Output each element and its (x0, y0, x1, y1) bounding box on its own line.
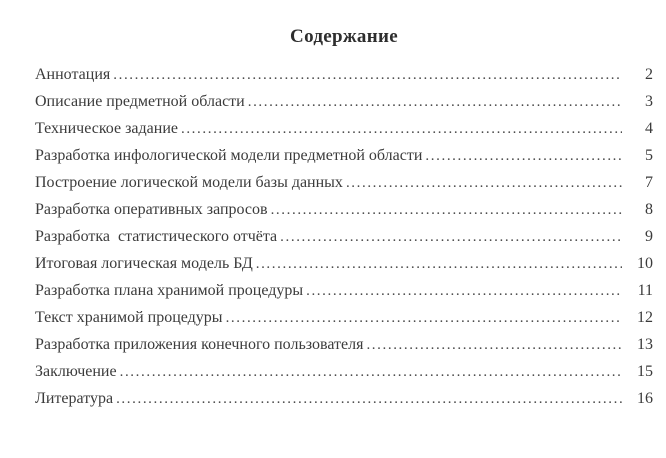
dot-leader (113, 62, 622, 89)
toc-entry-page-number: 12 (637, 309, 653, 326)
toc-entry-row[interactable] (35, 196, 653, 223)
toc-entry-row[interactable] (35, 88, 653, 115)
toc-entry-label: Разработка оперативных запросов (35, 201, 268, 218)
toc-entry-page-number: 8 (645, 201, 653, 218)
toc-entry-label: Разработка приложения конечного пользователя (35, 336, 364, 353)
toc-entry-page-number: 13 (637, 336, 653, 353)
dot-leader (425, 143, 622, 170)
toc-entry-row[interactable] (35, 277, 653, 304)
toc-entry-row[interactable] (35, 61, 653, 88)
toc-entry-page-number: 9 (645, 228, 653, 245)
dot-leader (280, 224, 622, 251)
dot-leader (116, 386, 622, 413)
dot-leader (120, 359, 622, 386)
toc-entry-page-number: 3 (645, 93, 653, 110)
dot-leader (346, 170, 622, 197)
toc-entry-label: Описание предметной области (35, 93, 245, 110)
toc-entry-page-number: 2 (645, 66, 653, 83)
toc-entry-page-number: 11 (637, 282, 653, 299)
toc-entry-label: Литература (35, 390, 114, 407)
toc-entry-page-number: 4 (645, 120, 653, 137)
dot-leader (248, 89, 622, 116)
toc-entry-label: Разработка инфологической модели предметной области (35, 147, 423, 164)
dot-leader (366, 332, 622, 359)
page-title: Содержание (290, 26, 398, 47)
dot-leader (181, 116, 622, 143)
toc-entry-row[interactable] (35, 358, 653, 385)
table-of-contents (35, 61, 653, 412)
toc-entry-page-number: 7 (645, 174, 653, 191)
toc-entry-row[interactable] (35, 115, 653, 142)
toc-entry-row[interactable] (35, 223, 653, 250)
toc-entry-row[interactable] (35, 250, 653, 277)
toc-entry-row[interactable] (35, 304, 653, 331)
toc-entry-row[interactable] (35, 169, 653, 196)
dot-leader (256, 251, 622, 278)
toc-entry-label: Текст хранимой процедуры (35, 309, 223, 326)
toc-entry-page-number: 5 (645, 147, 653, 164)
toc-entry-label: Разработка статистического отчёта (35, 228, 278, 245)
dot-leader (226, 305, 622, 332)
toc-entry-page-number: 10 (637, 255, 653, 272)
toc-entry-page-number: 15 (637, 363, 653, 380)
toc-entry-label: Построение логической модели базы данных (35, 174, 343, 191)
toc-entry-label: Разработка плана хранимой процедуры (35, 282, 304, 299)
toc-entry-row[interactable] (35, 142, 653, 169)
dot-leader (306, 278, 622, 305)
toc-entry-page-number: 16 (637, 390, 653, 407)
dot-leader (271, 197, 622, 224)
toc-entry-label: Аннотация (35, 66, 111, 83)
toc-entry-label: Итоговая логическая модель БД (35, 255, 253, 272)
toc-entry-row[interactable] (35, 331, 653, 358)
toc-entry-row[interactable] (35, 385, 653, 412)
toc-entry-label: Заключение (35, 363, 117, 380)
toc-entry-label: Техническое задание (35, 120, 178, 137)
